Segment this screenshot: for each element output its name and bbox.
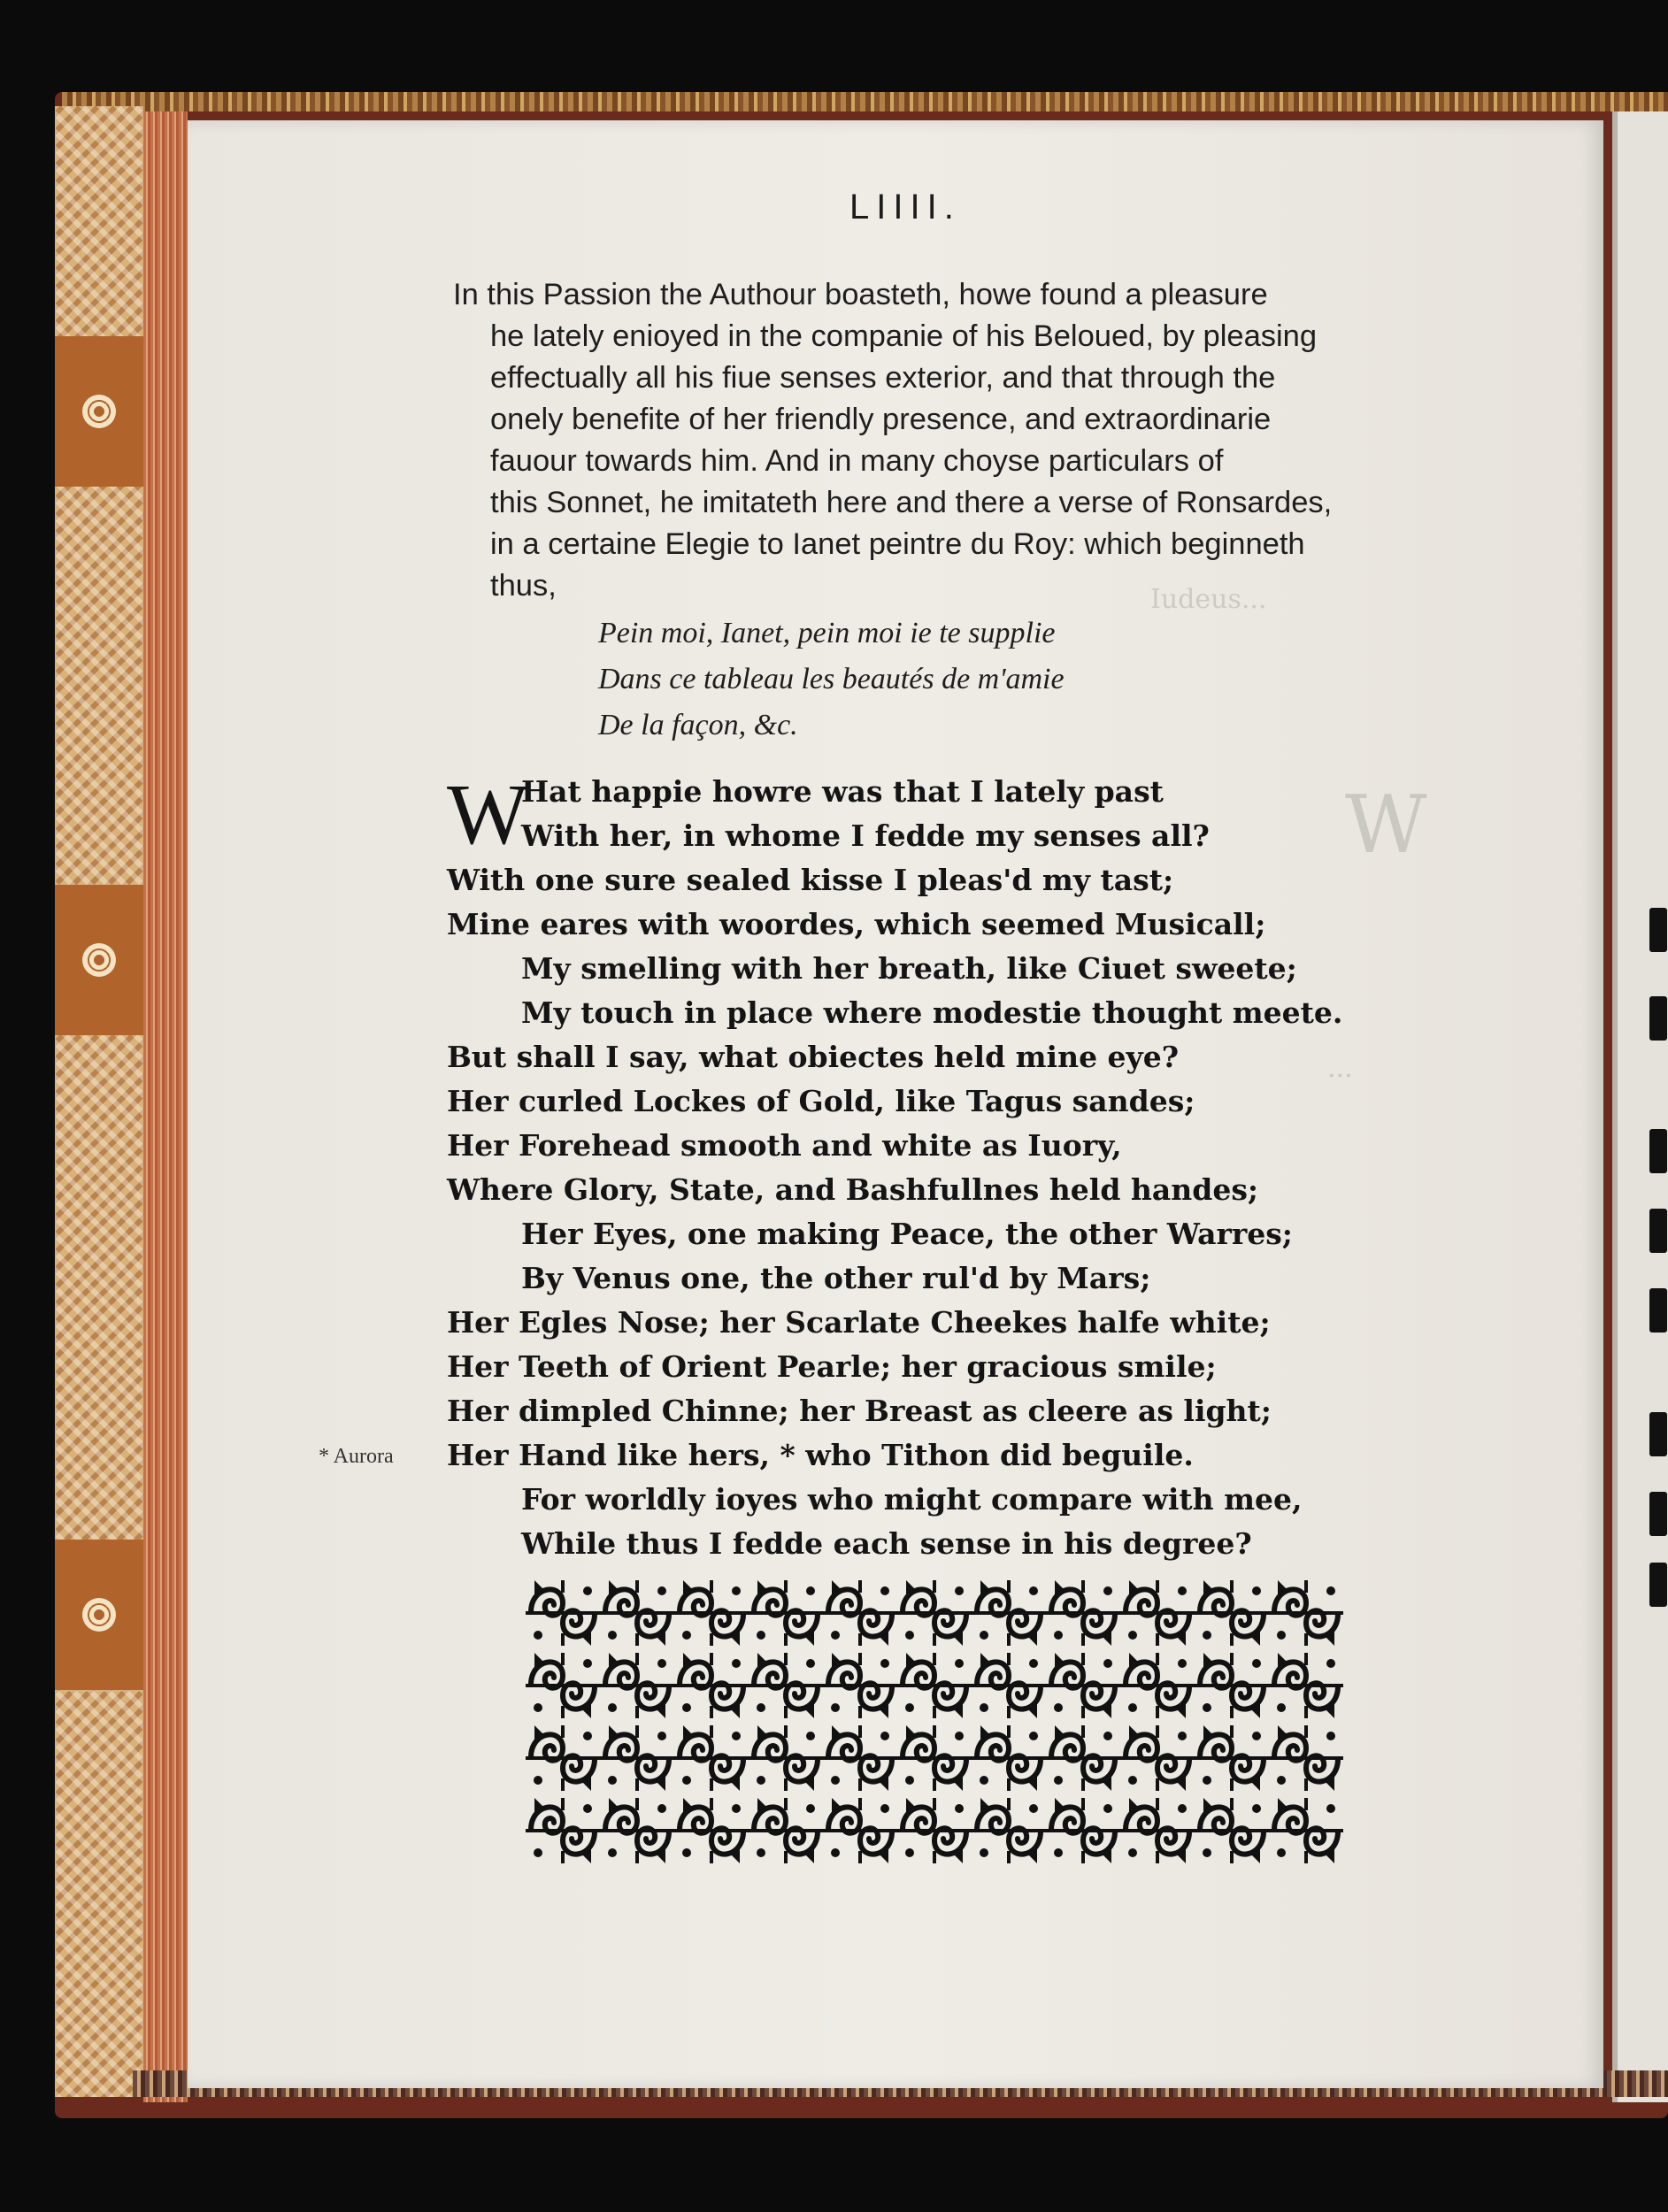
poem-line: Her Hand like hers, * who Tithon did beguile. <box>447 1438 1194 1472</box>
poem-line: Her dimpled Chinne; her Breast as cleere as light; <box>447 1394 1272 1428</box>
intro-line: thus, <box>490 569 557 603</box>
intro-line: In this Passion the Authour boasteth, howe found a pleasure <box>453 278 1268 311</box>
show-through: ... <box>1327 1053 1353 1084</box>
endpaper-flower-motif <box>55 336 143 487</box>
printers-ornament <box>526 1577 1343 1865</box>
flower-icon <box>82 1598 116 1632</box>
text-block-edge <box>143 111 188 2102</box>
facing-page-edge <box>1612 111 1668 2102</box>
intro-line: onely benefite of her friendly presence, and extraordinarie <box>490 403 1272 436</box>
intro-paragraph <box>453 274 1488 607</box>
show-through: Iudeus... <box>1150 584 1267 615</box>
quote-line: Pein moi, Ianet, pein moi ie te supplie <box>598 617 1056 649</box>
poem-line: With one sure sealed kisse I pleas'd my tast; <box>447 863 1174 897</box>
intro-line: effectually all his fiue senses exterior, and that through the <box>490 361 1276 395</box>
intro-line: in a certaine Elegie to Ianet peintre du Roy: which beginneth <box>490 527 1305 561</box>
endpaper-flower-motif <box>55 1540 143 1690</box>
french-quote <box>598 611 1065 749</box>
show-through: W <box>1345 779 1427 872</box>
top-gilt-edge <box>62 92 1668 111</box>
poem-line: By Venus one, the other rul'd by Mars; <box>521 1261 1151 1295</box>
poem-line: Her Forehead smooth and white as Iuory, <box>447 1128 1122 1163</box>
margin-note: * Aurora <box>319 1445 394 1468</box>
drop-cap: W <box>447 767 529 863</box>
poem-line: With her, in whome I fedde my senses all? <box>521 818 1210 853</box>
sonnet <box>447 767 1438 1566</box>
poem-line: But shall I say, what obiectes held mine eye? <box>447 1040 1180 1074</box>
poem-line: My smelling with her breath, like Ciuet sweete; <box>521 951 1297 986</box>
poem-line: Mine eares with woordes, which seemed Musicall; <box>447 907 1266 941</box>
page-header: LIIII. <box>849 188 961 227</box>
poem-line: Where Glory, State, and Bashfullnes held handes; <box>447 1172 1259 1207</box>
flower-icon <box>82 395 116 428</box>
poem-line: Her Eyes, one making Peace, the other Warres; <box>521 1217 1293 1251</box>
poem-line: Her curled Lockes of Gold, like Tagus sandes; <box>447 1084 1195 1118</box>
intro-line: he lately enioyed in the companie of his Beloued, by pleasing <box>490 319 1318 353</box>
intro-line: fauour towards him. And in many choyse particulars of <box>490 444 1224 478</box>
poem-line: While thus I fedde each sense in his degree? <box>521 1526 1252 1561</box>
poem-line: Her Teeth of Orient Pearle; her gracious smile; <box>447 1349 1217 1384</box>
poem-line: For worldly ioyes who might compare with mee, <box>521 1482 1303 1517</box>
poem-line: W Hat happie howre was that I lately past <box>447 767 1164 863</box>
quote-line: De la façon, &c. <box>598 709 798 741</box>
poem-line: My touch in place where modestie thought meete. <box>521 995 1343 1030</box>
endpaper-flower-motif <box>55 885 143 1035</box>
flower-icon <box>82 943 116 977</box>
poem-line: Her Egles Nose; her Scarlate Cheekes halfe white; <box>447 1305 1271 1340</box>
quote-line: Dans ce tableau les beautés de m'amie <box>598 663 1065 695</box>
intro-line: this Sonnet, he imitateth here and there a verse of Ronsardes, <box>490 486 1333 519</box>
